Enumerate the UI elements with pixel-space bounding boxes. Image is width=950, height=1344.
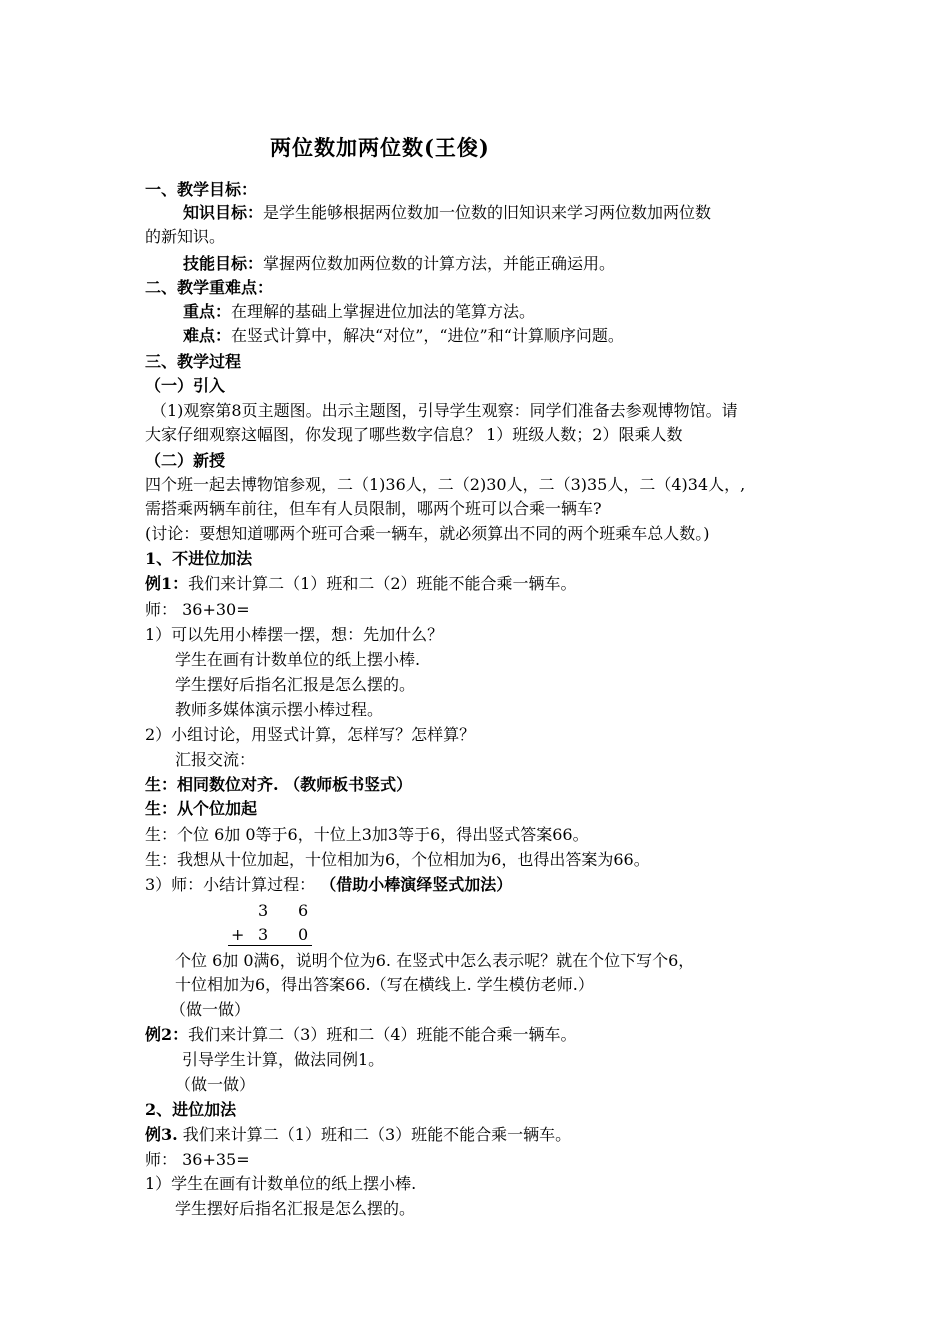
text: 我们来计算二（1）班和二（2）班能不能合乘一辆车。	[188, 574, 577, 593]
addend-tens: 3	[258, 925, 269, 944]
step-detail: 学生摆好后指名汇报是怎么摆的。	[175, 1199, 416, 1218]
step-detail: 学生摆好后指名汇报是怎么摆的。	[175, 675, 416, 694]
paragraph: （1)观察第8页主题图。出示主题图，引导学生观察：同学们准备去参观博物馆。请	[151, 401, 738, 420]
paragraph	[183, 326, 624, 346]
practice-note: （做一做）	[175, 1075, 256, 1094]
paragraph: 个位 6加 0满6，说明个位为6. 在竖式中怎么表示呢？就在个位下写个6，	[175, 951, 695, 970]
subsection-heading: （二）新授	[145, 451, 226, 470]
label: 例3.	[145, 1125, 178, 1144]
section-heading: 二、教学重难点：	[145, 278, 274, 297]
label: 知识目标：	[183, 203, 264, 222]
page-title: 两位数加两位数(王俊)	[270, 135, 490, 160]
paragraph: 十位相加为6，得出答案66.（写在横线上. 学生模仿老师.）	[175, 975, 594, 994]
student-line: 生：个位 6加 0等于6，十位上3加3等于6，得出竖式答案66。	[145, 825, 589, 844]
step: 1）学生在画有计数单位的纸上摆小棒.	[145, 1174, 417, 1193]
text: 在竖式计算中，解决“对位”，“进位”和“计算顺序问题。	[231, 326, 624, 345]
text: 我们来计算二（3）班和二（4）班能不能合乘一辆车。	[188, 1025, 577, 1044]
paragraph: 大家仔细观察这幅图，你发现了哪些数字信息？ 1）班级人数；2）限乘人数	[145, 425, 683, 444]
addend-tens: 3	[258, 901, 269, 920]
text: 3）师：小结计算过程：	[145, 875, 321, 894]
paragraph	[183, 302, 535, 322]
paragraph: (讨论：要想知道哪两个班可合乘一辆车，就必须算出不同的两个班乘车总人数。)	[145, 524, 710, 543]
label: 重点：	[183, 302, 232, 321]
text: 是学生能够根据两位数加一位数的旧知识来学习两位数加两位数	[263, 203, 712, 222]
example	[145, 1025, 577, 1045]
student-line: 生：我想从十位加起，十位相加为6，个位相加为6，也得出答案为66。	[145, 850, 650, 869]
paragraph: 需搭乘两辆车前往，但车有人员限制，哪两个班可以合乘一辆车?	[145, 499, 602, 518]
paragraph: 引导学生计算，做法同例1。	[182, 1050, 385, 1069]
student-line: 生：从个位加起	[145, 799, 258, 818]
step	[145, 875, 512, 895]
step-detail: 学生在画有计数单位的纸上摆小棒.	[175, 650, 421, 669]
example	[145, 574, 577, 594]
step-detail: 教师多媒体演示摆小棒过程。	[175, 700, 384, 719]
paragraph-continuation: 的新知识。	[145, 227, 226, 246]
teacher-line: 师： 36+35=	[145, 1150, 250, 1169]
example	[145, 1125, 571, 1145]
paragraph	[183, 203, 711, 223]
paragraph: 四个班一起去博物馆参观，二（1)36人，二（2)30人，二（3)35人，二（4)34人，,	[145, 475, 746, 494]
step-detail: 汇报交流：	[175, 750, 256, 769]
plus-sign: +	[231, 925, 245, 944]
label: 技能目标：	[183, 254, 264, 273]
practice-note: （做一做）	[170, 1000, 251, 1019]
subsection-heading: 1、不进位加法	[145, 549, 253, 568]
label: 难点：	[183, 326, 232, 345]
text: 掌握两位数加两位数的计算方法，并能正确运用。	[263, 254, 616, 273]
section-heading: 三、教学过程	[145, 352, 242, 371]
text: 我们来计算二（1）班和二（3）班能不能合乘一辆车。	[177, 1125, 572, 1144]
section-heading: 一、教学目标：	[145, 180, 258, 199]
addend-ones: 0	[298, 925, 309, 944]
sum-line	[228, 945, 312, 946]
teacher-line: 师： 36+30=	[145, 600, 250, 619]
label: 例1：	[145, 574, 189, 593]
subsection-heading: （一）引入	[145, 376, 226, 395]
addend-ones: 6	[298, 901, 309, 920]
text: 在理解的基础上掌握进位加法的笔算方法。	[231, 302, 536, 321]
step: 1）可以先用小棒摆一摆，想：先加什么？	[145, 625, 444, 644]
label: 例2：	[145, 1025, 189, 1044]
note: （借助小棒演绎竖式加法）	[320, 875, 513, 894]
subsection-heading: 2、进位加法	[145, 1100, 237, 1119]
paragraph	[183, 254, 615, 274]
step: 2）小组讨论，用竖式计算，怎样写？怎样算？	[145, 725, 476, 744]
student-line: 生：相同数位对齐. （教师板书竖式）	[145, 775, 413, 794]
